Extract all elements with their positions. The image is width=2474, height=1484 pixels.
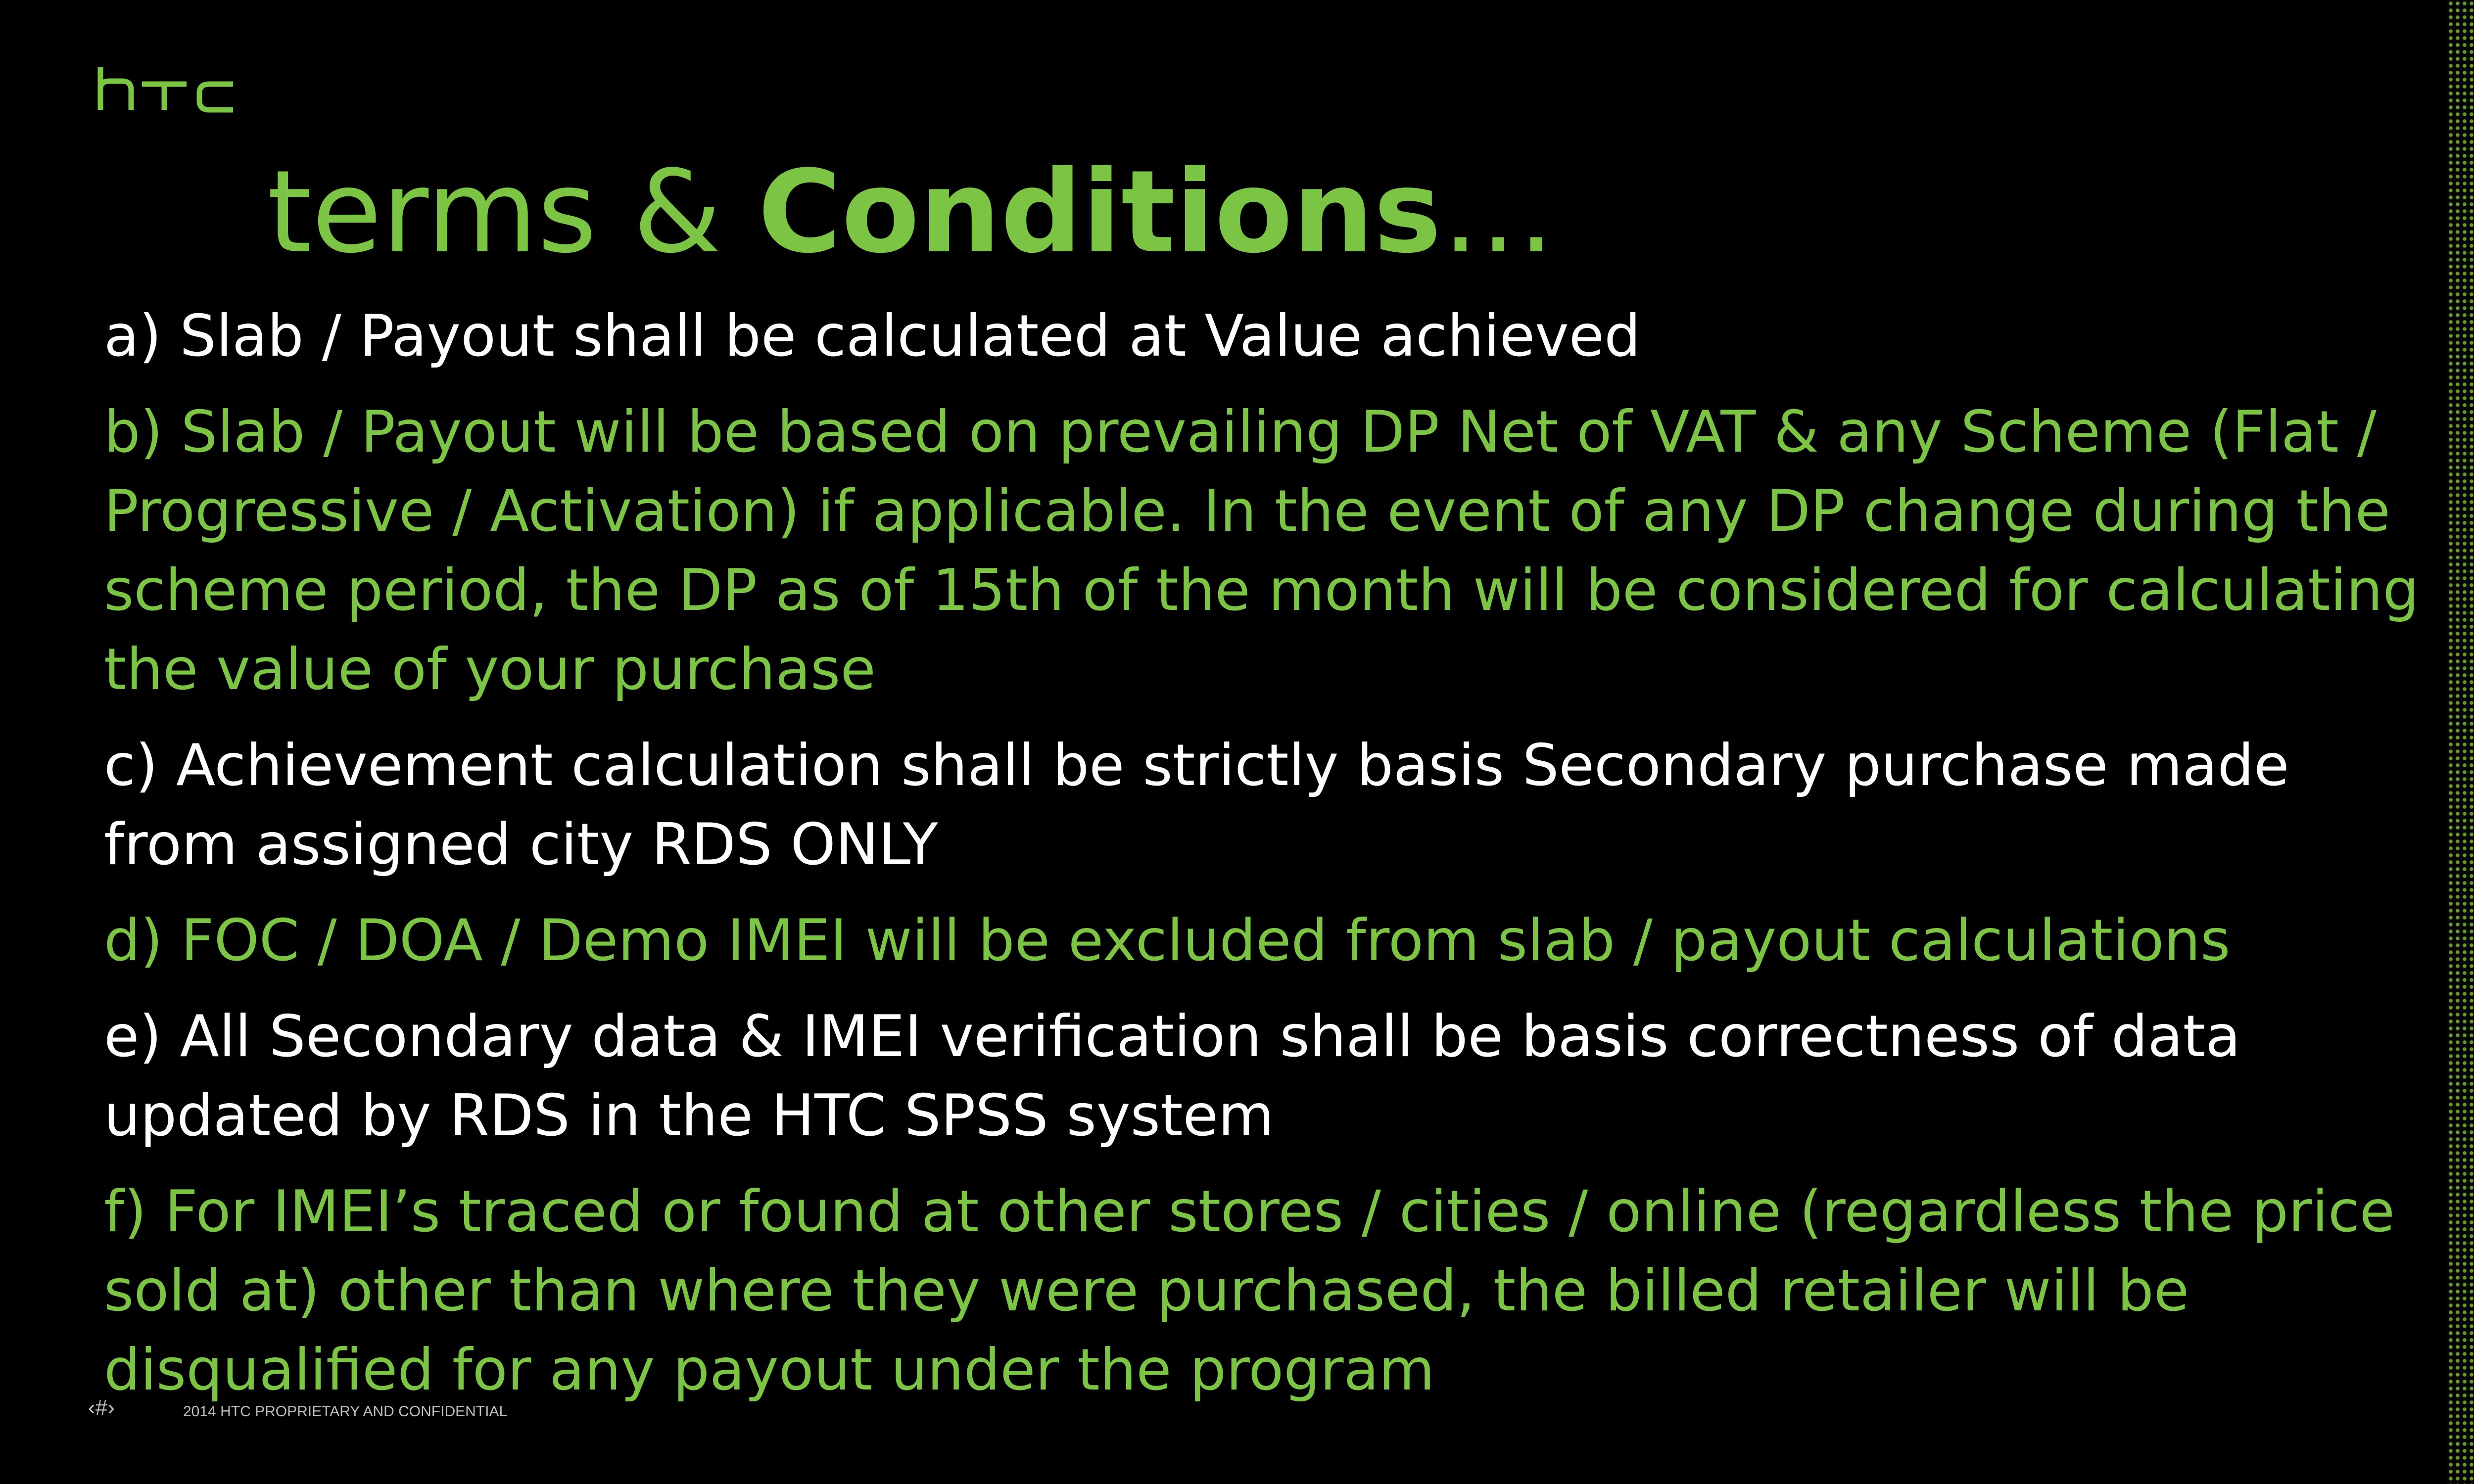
slide-number: ‹#› — [88, 1395, 115, 1420]
term-item-b: b) Slab / Payout will be based on prevailing DP Net of VAT & any Scheme (Flat / Progressive / Activation) if applicable. In the event of any DP change during the scheme period, the DP as of 15th of the month will be considered for calculating the value of your purchase — [104, 399, 2420, 703]
title-bold: Conditions — [758, 146, 1442, 278]
term-item-f: f) For IMEI’s traced or found at other stores / cities / online (regardless the price sold at) other than where they were purchased, the billed retailer will be disqualified for any payout under the program — [104, 1178, 2395, 1403]
term-item-e: e) All Secondary data & IMEI verification shall be basis correctness of data updated by RDS in the HTC SPSS system — [104, 1003, 2241, 1149]
term-item-a: a) Slab / Payout shall be calculated at Value achieved — [104, 303, 1641, 370]
page-title — [267, 141, 1555, 284]
terms-list — [104, 297, 2429, 1427]
term-item-d: d) FOC / DOA / Demo IMEI will be excluded from slab / payout calculations — [104, 907, 2231, 974]
term-item-c: c) Achievement calculation shall be strictly basis Secondary purchase made from assigned city RDS ONLY — [104, 732, 2289, 878]
title-suffix: … — [1441, 146, 1556, 278]
htc-logo-icon — [96, 64, 235, 114]
dotted-pattern-strip — [2447, 0, 2474, 1484]
confidential-footer: 2014 HTC PROPRIETARY AND CONFIDENTIAL — [183, 1403, 508, 1420]
title-regular: terms & — [267, 146, 758, 278]
